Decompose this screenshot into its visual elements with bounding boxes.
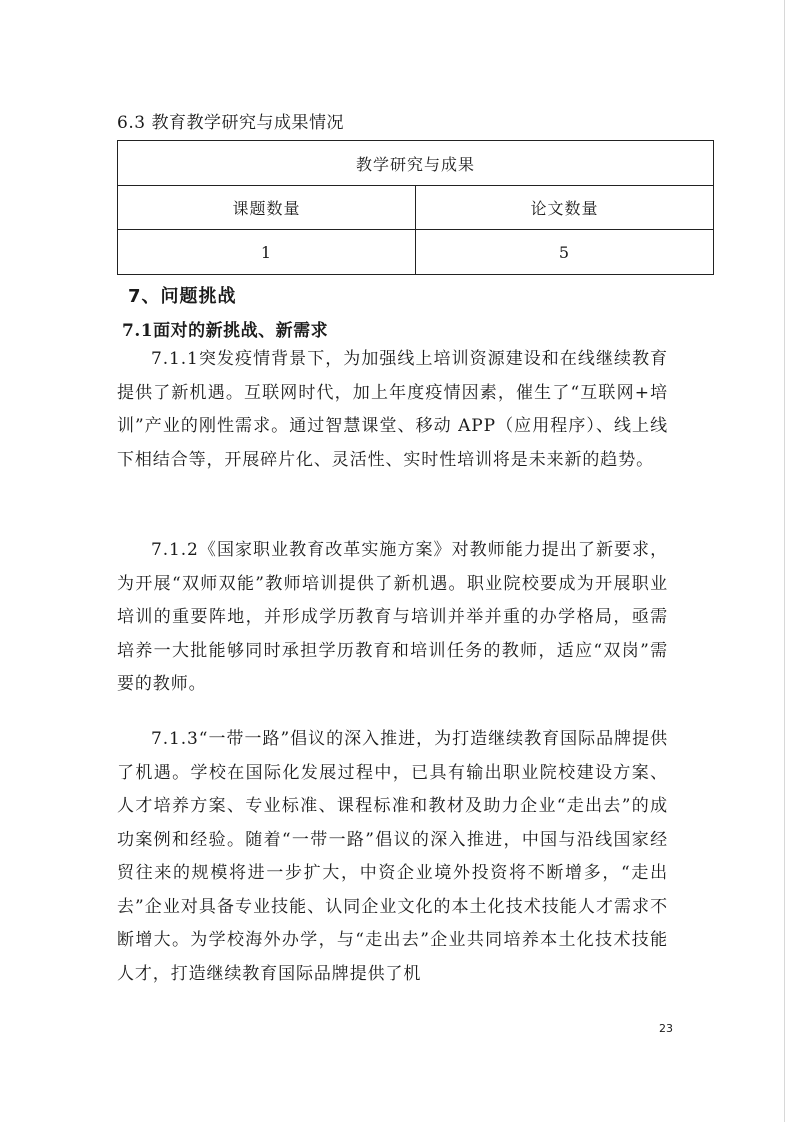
column-header-papers: 论文数量	[416, 186, 714, 230]
value-papers: 5	[416, 230, 714, 275]
paragraph-7-1-1: 7.1.1突发疫情背景下，为加强线上培训资源建设和在线继续教育提供了新机遇。互联网时代，加上年度疫情因素，催生了“互联网+培训”产业的刚性需求。通过智慧课堂、移动 APP（应用程序）、线上线下相结合等，开展碎片化、灵活性、实时性培训将是未来新的趋势。	[117, 349, 668, 470]
table-title-row	[118, 141, 714, 186]
table-title-cell: 教学研究与成果	[118, 141, 714, 186]
column-header-projects: 课题数量	[118, 186, 416, 230]
paragraph-7-1-2: 7.1.2《国家职业教育改革实施方案》对教师能力提出了新要求，为开展“双师双能”教师培训提供了新机遇。职业院校要成为开展职业培训的重要阵地，并形成学历教育与培训并举并重的办学格局，亟需培养一大批能够同时承担学历教育和培训任务的教师，适应“双岗”需要的教师。	[117, 540, 668, 694]
section-heading-7: 7、问题挑战	[128, 286, 237, 307]
page-edge-line	[784, 0, 785, 1122]
paragraph-7-1-3: 7.1.3“一带一路”倡议的深入推进，为打造继续教育国际品牌提供了机遇。学校在国际化发展过程中，已具有输出职业院校建设方案、人才培养方案、专业标准、课程标准和教材及助力企业“走出去”的成功案例和经验。随着“一带一路”倡议的深入推进，中国与沿线国家经贸往来的规模将进一步扩大，中资企业境外投资将不断增多，“走出去”企业对具备专业技能、认同企业文化的本土化技术技能人才需求不断增大。为学校海外办学，与“走出去”企业共同培养本土化技术技能人才，打造继续教育国际品牌提供了机	[117, 729, 668, 984]
page-number: 23	[659, 1022, 673, 1035]
research-results-table	[117, 140, 714, 275]
value-projects: 1	[118, 230, 416, 275]
table-row	[118, 230, 714, 275]
section-heading-6-3: 6.3 教育教学研究与成果情况	[117, 113, 344, 133]
section-heading-7-1: 7.1面对的新挑战、新需求	[122, 321, 329, 341]
table-header-row	[118, 186, 714, 230]
